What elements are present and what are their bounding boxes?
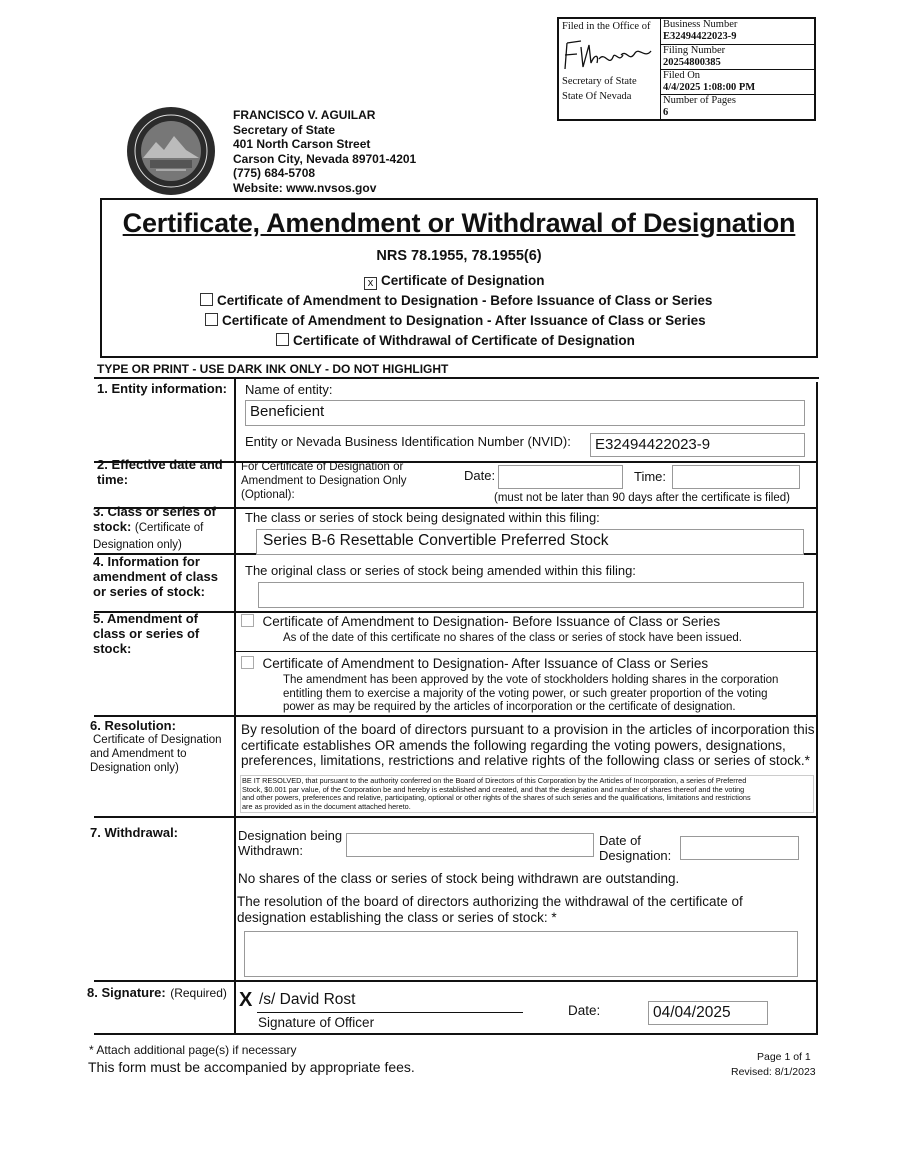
form-title: Certificate, Amendment or Withdrawal of Designation <box>122 208 796 238</box>
effective-date-field[interactable] <box>498 465 623 489</box>
handwritten-signature-icon <box>559 33 659 75</box>
option-withdrawal[interactable]: Certificate of Withdrawal of Certificate of Designation <box>276 333 635 348</box>
stamp-filing-number: Filing Number 20254800385 <box>661 45 815 70</box>
signature-label: Signature of Officer <box>258 1015 375 1030</box>
rule <box>94 715 818 717</box>
office-street: 401 North Carson Street <box>233 137 371 151</box>
s4-label: 4. Information for amendment of class or series of stock: <box>93 554 218 599</box>
rule <box>816 382 818 1035</box>
option-amendment-after-issuance[interactable]: Certificate of Amendment to Designation - After Issuance of Class or Series <box>205 313 706 328</box>
office-website: Website: www.nvsos.gov <box>233 180 377 195</box>
stamp-filed-in: Filed in the Office of <box>562 21 651 32</box>
nvid-field[interactable]: E32494422023-9 <box>590 433 805 457</box>
s5-label: 5. Amendment of class or series of stock: <box>93 611 200 656</box>
checkbox[interactable] <box>241 656 254 669</box>
s7-designation-label: Designation being Withdrawn: <box>238 828 343 858</box>
footer-page: Page 1 of 1 <box>757 1051 811 1063</box>
s8-date-label: Date: <box>568 1003 601 1018</box>
entity-name-field[interactable]: Beneficient <box>245 400 805 426</box>
effective-time-field[interactable] <box>672 465 800 489</box>
instructions: TYPE OR PRINT - USE DARK INK ONLY - DO NOT HIGHLIGHT <box>97 362 449 376</box>
s2-note: For Certificate of Designation or Amendment to Designation Only (Optional): <box>241 461 407 501</box>
signature-x-mark: X <box>239 989 253 1011</box>
footer-attach: * Attach additional page(s) if necessary <box>89 1043 297 1057</box>
title-box <box>100 198 818 358</box>
checkbox-checked[interactable]: x <box>364 277 377 290</box>
office-title: Secretary of State <box>233 122 336 137</box>
rule <box>94 1033 818 1035</box>
rule <box>94 980 818 982</box>
signature-line <box>257 1012 523 1013</box>
s7-resolution-label: The resolution of the board of directors authorizing the withdrawal of the certificate of designation establishing the class or series of stock: * <box>237 894 743 925</box>
s1-label: 1. Entity information: <box>97 381 227 396</box>
rule <box>234 377 236 1035</box>
checkbox[interactable] <box>200 293 213 306</box>
rule <box>94 816 818 818</box>
stamp-business-number: Business Number E32494422023-9 <box>661 19 815 45</box>
s6-text: By resolution of the board of directors pursuant to a provision in the articles of incorporation this certificate establishes OR amends the following regarding the voting powers, designations, preferences, limitations, restrictions and relative rights of the following class or series of stock.* <box>241 722 815 768</box>
date-of-designation-field[interactable] <box>680 836 799 860</box>
signature-date-field[interactable]: 04/04/2025 <box>648 1001 768 1025</box>
signature-field[interactable]: /s/ David Rost <box>259 991 356 1008</box>
option-amendment-before-issuance[interactable]: Certificate of Amendment to Designation - Before Issuance of Class or Series <box>200 293 712 308</box>
footer-revised: Revised: 8/1/2023 <box>731 1066 816 1078</box>
checkbox[interactable] <box>241 614 254 627</box>
stamp-signature <box>559 33 659 75</box>
class-series-field[interactable]: Series B-6 Resettable Convertible Preferred Stock <box>256 529 804 555</box>
form-statute: NRS 78.1955, 78.1955(6) <box>376 248 542 264</box>
office-name: FRANCISCO V. AGUILAR <box>233 108 376 122</box>
checkbox[interactable] <box>276 333 289 346</box>
office-city: Carson City, Nevada 89701-4201 <box>233 151 417 166</box>
s5-option-before[interactable]: Certificate of Amendment to Designation- Before Issuance of Class or Series As of the date of this certificate no shares of the class or series of stock have been issued. <box>241 613 742 644</box>
stamp-pages: Number of Pages 6 <box>663 95 736 118</box>
resolution-field[interactable]: BE IT RESOLVED, that pursuant to the authority conferred on the Board of Directors of this Corporation by the Articles of Incorporation, a series of Preferred Stock, $0.001 par value, of the Corporation be and hereby is established and created, and that the designation and number of shares thereof and the voting and other powers, preferences and relative, participating, optional or other rights of the shares of such series and the qualifications, limitations and restrictions are as provided as in the document attached hereto. <box>240 775 814 813</box>
withdrawal-resolution-field[interactable] <box>244 931 798 977</box>
rule <box>94 377 819 379</box>
rule <box>236 651 818 652</box>
stamp-state: State Of Nevada <box>562 91 632 102</box>
nevada-seal-icon <box>126 106 216 196</box>
stamp-office-block <box>559 19 661 119</box>
s2-label: 2. Effective date and time: <box>97 457 223 487</box>
s6-label: 6. Resolution: Certificate of Designation and Amendment to Designation only) <box>90 718 222 774</box>
checkbox[interactable] <box>205 313 218 326</box>
s8-label: 8. Signature: (Required) <box>87 985 227 1000</box>
option-certificate-of-designation[interactable]: x Certificate of Designation <box>364 273 545 290</box>
s2-date-label: Date: <box>464 468 496 483</box>
designation-withdrawn-field[interactable] <box>346 833 594 857</box>
filing-stamp <box>557 17 816 121</box>
office-phone: (775) 684-5708 <box>233 166 316 180</box>
s2-time-label: Time: <box>634 469 667 484</box>
original-class-field[interactable] <box>258 582 804 608</box>
s7-date-label: Date of Designation: <box>599 833 672 863</box>
s1-name-label: Name of entity: <box>245 382 333 397</box>
s3-prompt: The class or series of stock being designated within this filing: <box>245 510 600 525</box>
s5-option-after[interactable]: Certificate of Amendment to Designation- After Issuance of Class or Series The amendment has been approved by the vote of stockholders holding shares in the corporation entitling them to exercise a majority of the voting power, or such greater proportion of the voting power as may be required by the articles of incorporation or the certificate of designation. <box>241 655 778 715</box>
s4-prompt: The original class or series of stock being amended within this filing: <box>245 563 636 578</box>
footer-fees: This form must be accompanied by appropriate fees. <box>88 1059 415 1075</box>
stamp-secretary: Secretary of State <box>562 76 637 87</box>
s1-nvid-label: Entity or Nevada Business Identification Number (NVID): <box>245 434 571 449</box>
stamp-filed-on: Filed On 4/4/2025 1:08:00 PM <box>661 70 815 95</box>
s2-limit: (must not be later than 90 days after the certificate is filed) <box>494 492 790 504</box>
s3-label: 3. Class or series of stock: (Certificate of Designation only) <box>93 504 216 551</box>
office-header <box>233 108 416 195</box>
s7-label: 7. Withdrawal: <box>90 825 179 840</box>
s7-no-shares: No shares of the class or series of stock being withdrawn are outstanding. <box>238 871 680 886</box>
